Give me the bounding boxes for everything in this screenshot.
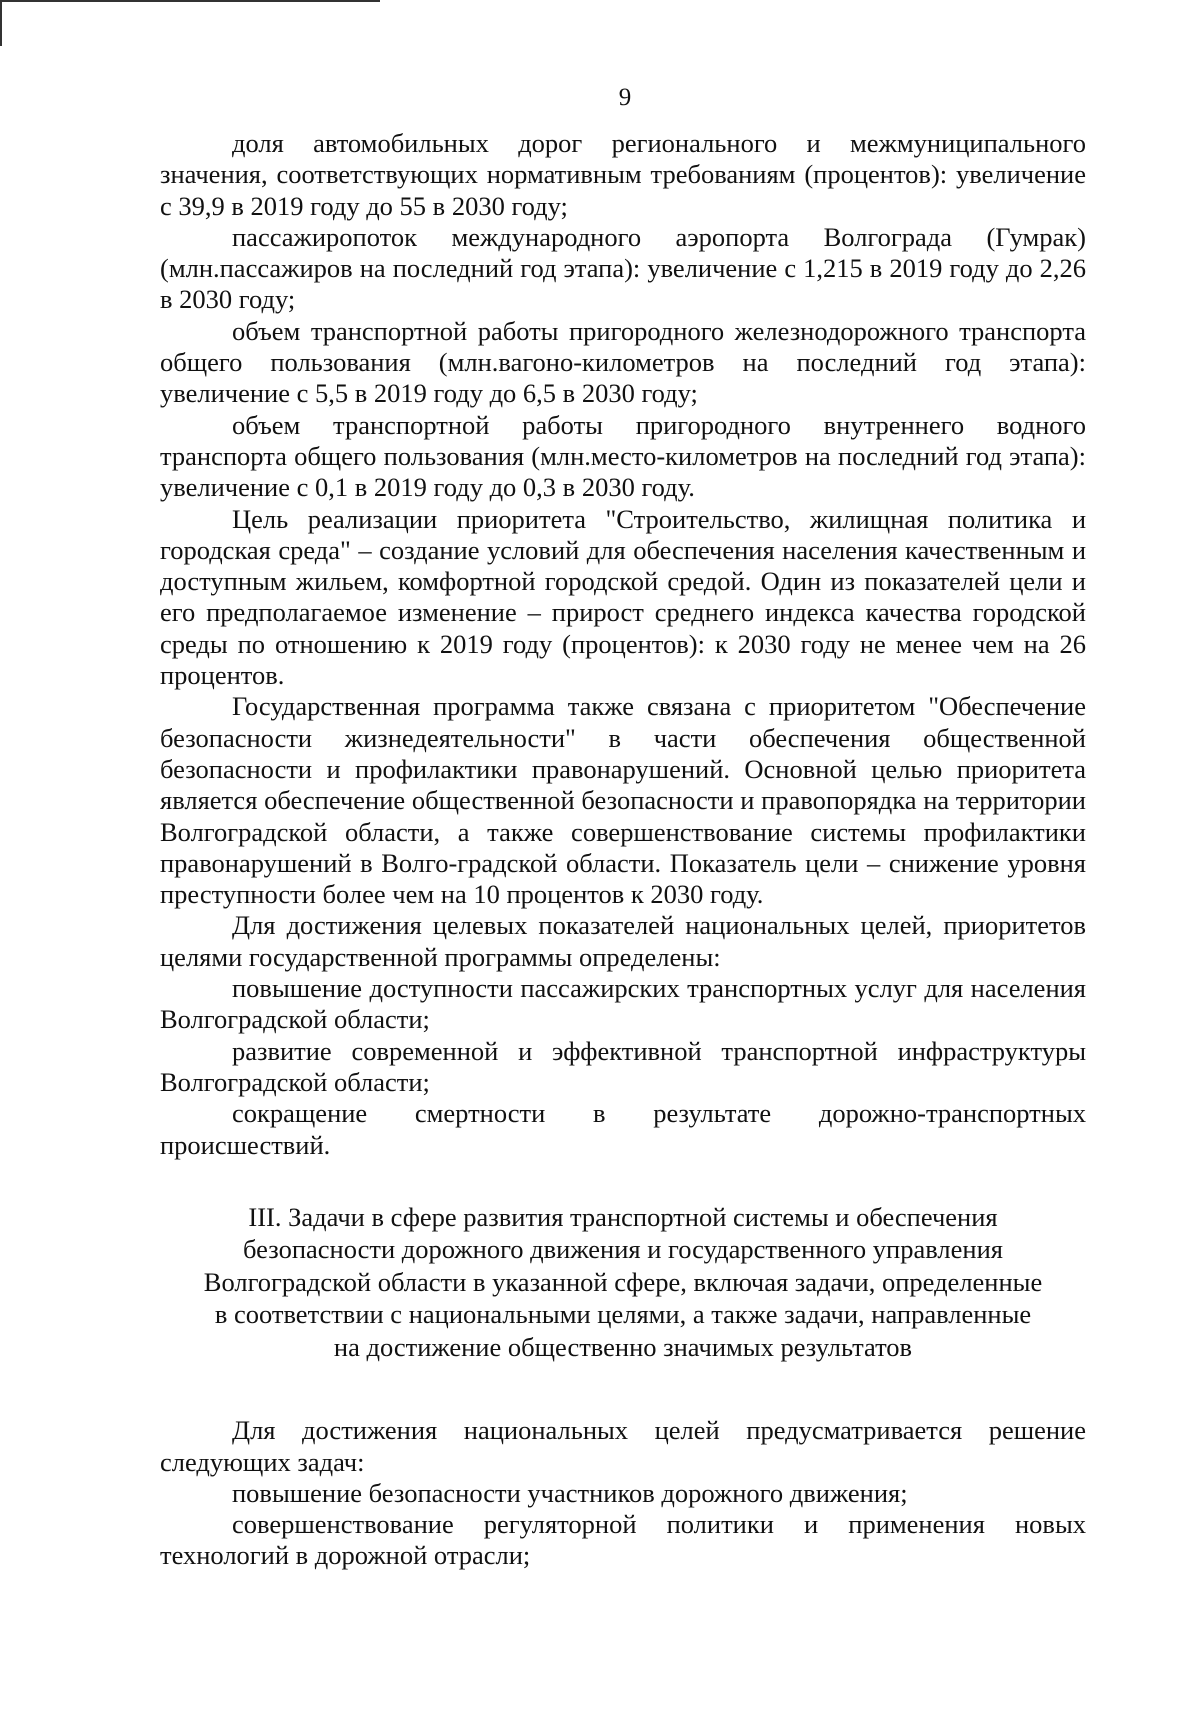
- scan-edge-left: [0, 0, 2, 46]
- paragraph: Цель реализации приоритета "Строительство, жилищная политика и городская среда" – создание условий для обеспечения населения качественным и доступным жильем, комфортной городской средой. Один из показателей цели и его предполагаемое изменение – прирост среднего индекса качества городской среды по отношению к 2019 году (процентов): к 2030 году не менее чем на 26 процентов.: [160, 503, 1086, 691]
- paragraph: совершенствование регуляторной политики и применения новых технологий в дорожной отрасли;: [160, 1509, 1086, 1571]
- paragraph: развитие современной и эффективной транспортной инфраструктуры Волгоградской области;: [160, 1035, 1086, 1097]
- paragraph: Государственная программа также связана с приоритетом "Обеспечение безопасности жизнедеятельности" в части обеспечения общественной безопасности и профилактики правонарушений. Основной целью приоритета является обеспечение общественной безопасности и правопорядка на территории Волгоградской области, а также совершенствование системы профилактики правонарушений в Волго-градской области. Показатель цели – снижение уровня преступности более чем на 10 процентов к 2030 году.: [160, 691, 1086, 910]
- paragraph: Для достижения целевых показателей национальных целей, приоритетов целями государственной программы определены:: [160, 910, 1086, 972]
- heading-line: в соответствии с национальными целями, а также задачи, направленные: [214, 1299, 1032, 1330]
- paragraph: доля автомобильных дорог регионального и межмуниципального значения, соответствующих нормативным требованиям (процентов): увеличение с 39,9 в 2019 году до 55 в 2030 году;: [160, 128, 1086, 221]
- heading-line: на достижение общественно значимых результатов: [333, 1331, 913, 1362]
- paragraph: повышение доступности пассажирских транспортных услуг для населения Волгоградской области;: [160, 973, 1086, 1035]
- heading-line: Волгоградской области в указанной сфере, включая задачи, определенные: [203, 1266, 1043, 1297]
- section-heading: [160, 1201, 1086, 1364]
- paragraph: повышение безопасности участников дорожного движения;: [232, 1477, 908, 1508]
- paragraph: сокращение смертности в результате дорожно-транспортных происшествий.: [160, 1098, 1086, 1160]
- scan-edge-top: [0, 0, 380, 2]
- heading-line: безопасности дорожного движения и государственного управления: [243, 1234, 1003, 1265]
- paragraph: объем транспортной работы пригородного внутреннего водного транспорта общего пользования (млн.место-километров на последний год этапа): увеличение с 0,1 в 2019 году до 0,3 в 2030 году.: [160, 409, 1086, 503]
- paragraph: пассажиропоток международного аэропорта Волгограда (Гумрак) (млн.пассажиров на последний год этапа): увеличение с 1,215 в 2019 году до 2,26 в 2030 году;: [160, 221, 1086, 315]
- heading-line: III. Задачи в сфере развития транспортной системы и обеспечения: [248, 1201, 998, 1232]
- paragraph: Для достижения национальных целей предусматривается решение следующих задач:: [160, 1415, 1086, 1477]
- page-number: 9: [618, 84, 632, 111]
- document-body: [160, 128, 1086, 1572]
- paragraph: объем транспортной работы пригородного железнодорожного транспорта общего пользования (млн.вагоно-километров на последний год этапа): увеличение с 5,5 в 2019 году до 6,5 в 2030 году;: [160, 315, 1086, 409]
